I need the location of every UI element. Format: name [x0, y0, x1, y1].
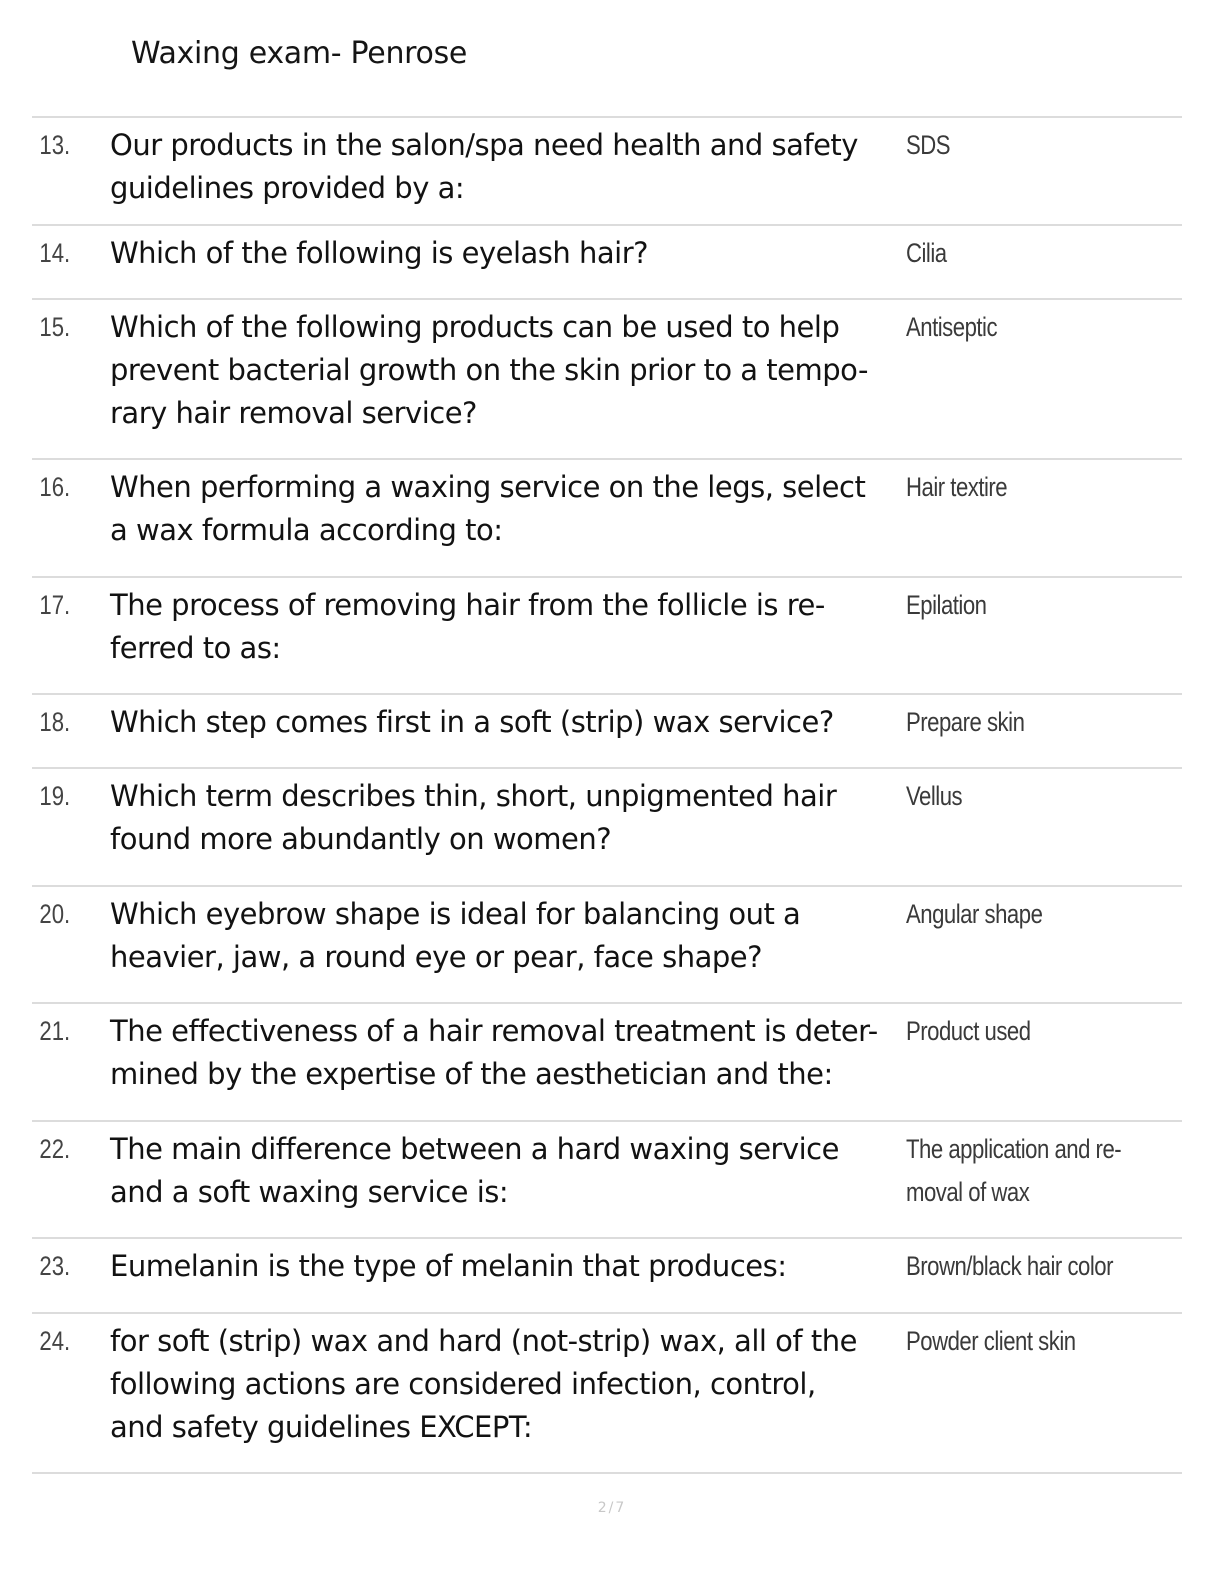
question-number: 14. — [39, 238, 71, 268]
question-text — [110, 893, 906, 979]
answer-text — [906, 1128, 1132, 1214]
question-line: following actions are considered infection, control, — [110, 1367, 816, 1401]
question-line: mined by the expertise of the aesthetician and the: — [110, 1057, 833, 1091]
question-row — [32, 1239, 1182, 1314]
question-line: Which term describes thin, short, unpigmented hair — [110, 779, 837, 813]
question-line: Which step comes first in a soft (strip) wax service? — [110, 705, 834, 739]
answer-text — [906, 893, 1132, 936]
answer-line: Hair textire — [906, 472, 1008, 502]
question-line: guidelines provided by a: — [110, 171, 465, 205]
question-text — [110, 232, 906, 275]
answer-line: Brown/black hair color — [906, 1251, 1113, 1281]
answer-line: Product used — [906, 1016, 1031, 1046]
question-text — [110, 1128, 906, 1214]
question-row — [32, 118, 1182, 226]
question-row — [32, 769, 1182, 887]
question-text — [110, 306, 906, 435]
question-text — [110, 1010, 906, 1096]
question-line: and safety guidelines EXCEPT: — [110, 1410, 533, 1444]
answer-text — [906, 1010, 1132, 1053]
answer-line: Antiseptic — [906, 312, 998, 342]
question-number: 24. — [39, 1326, 71, 1356]
question-line: for soft (strip) wax and hard (not-strip) wax, all of the — [110, 1324, 857, 1358]
answer-line: SDS — [906, 130, 951, 160]
question-row — [32, 1314, 1182, 1474]
question-line: The process of removing hair from the follicle is re- — [110, 588, 825, 622]
question-line: a wax formula according to: — [110, 513, 503, 547]
question-row — [32, 695, 1182, 769]
question-row — [32, 300, 1182, 460]
answer-text — [906, 1245, 1132, 1288]
question-line: ferred to as: — [110, 631, 281, 665]
question-number: 15. — [39, 312, 71, 342]
question-line: prevent bacterial growth on the skin prior to a tempo- — [110, 353, 868, 387]
answer-text — [906, 466, 1132, 509]
question-row — [32, 226, 1182, 300]
question-line: Which eyebrow shape is ideal for balancing out a — [110, 897, 801, 931]
answer-line: Epilation — [906, 590, 987, 620]
question-row — [32, 1004, 1182, 1122]
question-row — [32, 887, 1182, 1004]
answer-text — [906, 775, 1132, 818]
question-text — [110, 701, 906, 744]
question-line: Eumelanin is the type of melanin that produces: — [110, 1249, 787, 1283]
answer-text — [906, 232, 1132, 275]
question-text — [110, 1245, 906, 1288]
question-number: 13. — [39, 130, 71, 160]
answer-line: Cilia — [906, 238, 947, 268]
question-text — [110, 584, 906, 670]
question-row — [32, 460, 1182, 578]
question-line: Which of the following products can be used to help — [110, 310, 840, 344]
answer-text — [906, 306, 1132, 349]
answer-line: The application and re- — [906, 1134, 1122, 1164]
question-line: rary hair removal service? — [110, 396, 477, 430]
answer-line: Angular shape — [906, 899, 1043, 929]
question-text — [110, 466, 906, 552]
question-line: found more abundantly on women? — [110, 822, 612, 856]
question-number: 18. — [39, 707, 71, 737]
question-number: 16. — [39, 472, 71, 502]
question-text — [110, 124, 906, 210]
question-line: Which of the following is eyelash hair? — [110, 236, 649, 270]
question-number: 20. — [39, 899, 71, 929]
question-line: The main difference between a hard waxing service — [110, 1132, 839, 1166]
page-title: Waxing exam- Penrose — [131, 36, 468, 71]
page-indicator: 2/7 — [597, 1500, 627, 1516]
question-number: 21. — [39, 1016, 71, 1046]
answer-line: Prepare skin — [906, 707, 1025, 737]
question-line: heavier, jaw, a round eye or pear, face shape? — [110, 940, 763, 974]
question-text — [110, 775, 906, 861]
question-number: 19. — [39, 781, 71, 811]
question-text — [110, 1320, 906, 1449]
answer-line: Powder client skin — [906, 1326, 1076, 1356]
answer-line: Vellus — [906, 781, 963, 811]
answer-text — [906, 701, 1132, 744]
answer-line: moval of wax — [906, 1177, 1030, 1207]
question-row — [32, 1122, 1182, 1239]
answer-text — [906, 584, 1132, 627]
question-line: The effectiveness of a hair removal treatment is deter- — [110, 1014, 878, 1048]
question-line: and a soft waxing service is: — [110, 1175, 509, 1209]
question-number: 23. — [39, 1251, 71, 1281]
question-number: 22. — [39, 1134, 71, 1164]
question-number: 17. — [39, 590, 71, 620]
answer-text — [906, 1320, 1132, 1363]
question-line: When performing a waxing service on the legs, select — [110, 470, 866, 504]
answer-text — [906, 124, 1132, 167]
question-row — [32, 578, 1182, 695]
question-line: Our products in the salon/spa need health and safety — [110, 128, 858, 162]
question-table — [32, 116, 1182, 1474]
